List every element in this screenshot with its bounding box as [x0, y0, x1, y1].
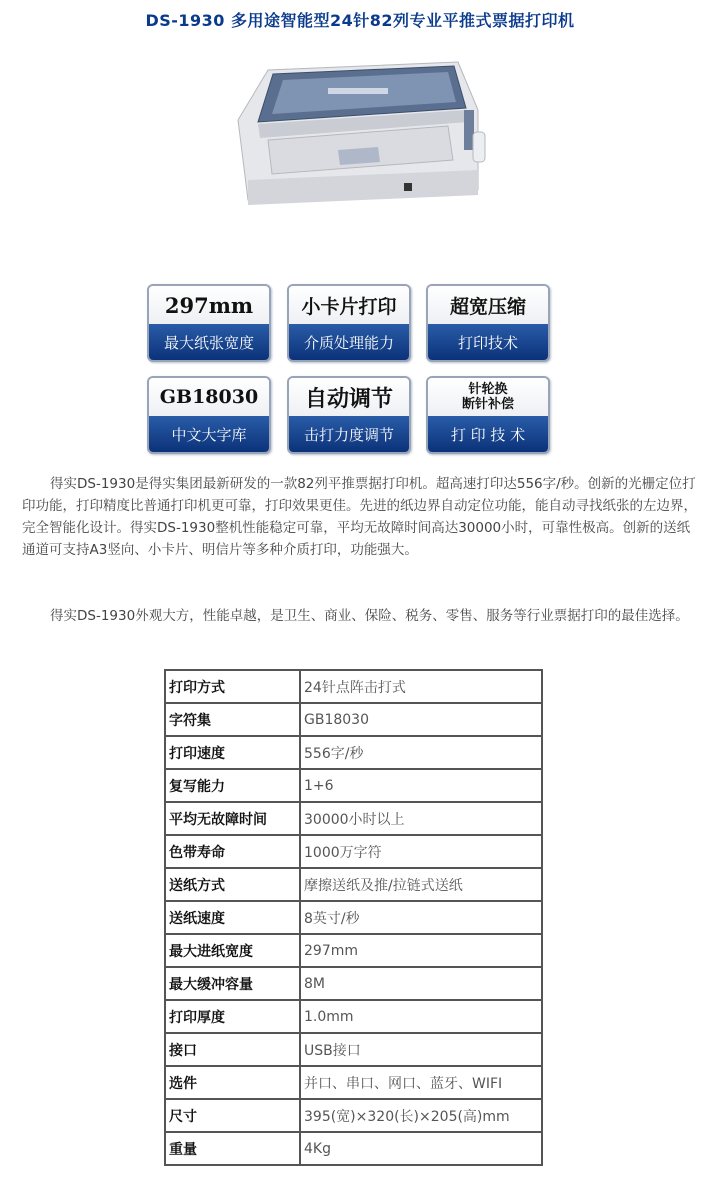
spec-key: 送纸方式 [165, 868, 300, 901]
spec-value: 1000万字符 [300, 835, 542, 868]
spec-key: 色带寿命 [165, 835, 300, 868]
spec-value: GB18030 [300, 703, 542, 736]
spec-table [164, 669, 543, 1166]
badge-bottom-text: 打印技术 [428, 324, 548, 360]
spec-key: 最大进纸宽度 [165, 934, 300, 967]
table-row [165, 1132, 542, 1165]
badge-top-text: GB18030 [149, 378, 269, 416]
spec-key: 送纸速度 [165, 901, 300, 934]
badge-charset [147, 376, 271, 454]
table-row [165, 868, 542, 901]
description-paragraph: 得实DS-1930外观大方，性能卓越，是卫生、商业、保险、税务、零售、服务等行业票据打印的最佳选择。 [50, 608, 689, 624]
table-row [165, 934, 542, 967]
badge-top-text: 自动调节 [289, 378, 409, 416]
badge-top-text: 297mm [149, 286, 269, 324]
spec-value: 24针点阵击打式 [300, 670, 542, 703]
spec-key: 复写能力 [165, 769, 300, 802]
badge-bottom-text: 中文大字库 [149, 416, 269, 452]
table-row [165, 835, 542, 868]
badge-paper-width [147, 284, 271, 362]
table-row [165, 1099, 542, 1132]
spec-key: 接口 [165, 1033, 300, 1066]
spec-key: 平均无故障时间 [165, 802, 300, 835]
spec-key: 打印速度 [165, 736, 300, 769]
badge-pin-replace [426, 376, 550, 454]
spec-key: 打印方式 [165, 670, 300, 703]
printer-image [228, 50, 498, 215]
spec-value: 556字/秒 [300, 736, 542, 769]
badge-bottom-text: 介质处理能力 [289, 324, 409, 360]
table-row [165, 1000, 542, 1033]
spec-value: 1.0mm [300, 1000, 542, 1033]
table-row [165, 1066, 542, 1099]
badge-top-text: 超宽压缩 [428, 286, 548, 324]
spec-key: 最大缓冲容量 [165, 967, 300, 1000]
spec-key: 打印厚度 [165, 1000, 300, 1033]
description-paragraph: 得实DS-1930是得实集团最新研发的一款82列平推票据打印机。超高速打印达556字/秒。创新的光栅定位打印功能，打印精度比普通打印机更可靠，打印效果更佳。先进的纸边界自动定位功能，能自动寻找纸张的左边界，完全智能化设计。得实DS-1930整机性能稳定可靠，平均无故障时间高达30000小时，可靠性极高。创新的送纸通道可支持A3竖向、小卡片、明信片等多种介质打印，功能强大。 [22, 476, 697, 558]
spec-value: 30000小时以上 [300, 802, 542, 835]
spec-key: 重量 [165, 1132, 300, 1165]
badge-top-line: 针轮换 [468, 382, 508, 397]
spec-value: 4Kg [300, 1132, 542, 1165]
spec-value: 并口、串口、网口、蓝牙、WIFI [300, 1066, 542, 1099]
table-row [165, 769, 542, 802]
spec-value: 8英寸/秒 [300, 901, 542, 934]
spec-value: 1+6 [300, 769, 542, 802]
page-title: DS-1930 多用途智能型24针82列专业平推式票据打印机 [145, 11, 575, 30]
badge-top-text: 小卡片打印 [289, 286, 409, 324]
spec-key: 字符集 [165, 703, 300, 736]
table-row [165, 901, 542, 934]
spec-value: 297mm [300, 934, 542, 967]
badge-auto-adjust [287, 376, 411, 454]
table-row [165, 736, 542, 769]
badge-compression [426, 284, 550, 362]
table-row [165, 703, 542, 736]
table-row [165, 802, 542, 835]
table-row [165, 670, 542, 703]
spec-value: 395(宽)×320(长)×205(高)mm [300, 1099, 542, 1132]
table-row [165, 1033, 542, 1066]
spec-value: 摩擦送纸及推/拉链式送纸 [300, 868, 542, 901]
badge-bottom-text: 最大纸张宽度 [149, 324, 269, 360]
badge-small-card [287, 284, 411, 362]
badge-bottom-text: 打 印 技 术 [428, 416, 548, 452]
spec-value: 8M [300, 967, 542, 1000]
spec-key: 尺寸 [165, 1099, 300, 1132]
badge-top-text [428, 378, 548, 416]
spec-key: 选件 [165, 1066, 300, 1099]
badge-bottom-text: 击打力度调节 [289, 416, 409, 452]
badge-top-line: 断针补偿 [461, 397, 514, 412]
table-row [165, 967, 542, 1000]
spec-value: USB接口 [300, 1033, 542, 1066]
